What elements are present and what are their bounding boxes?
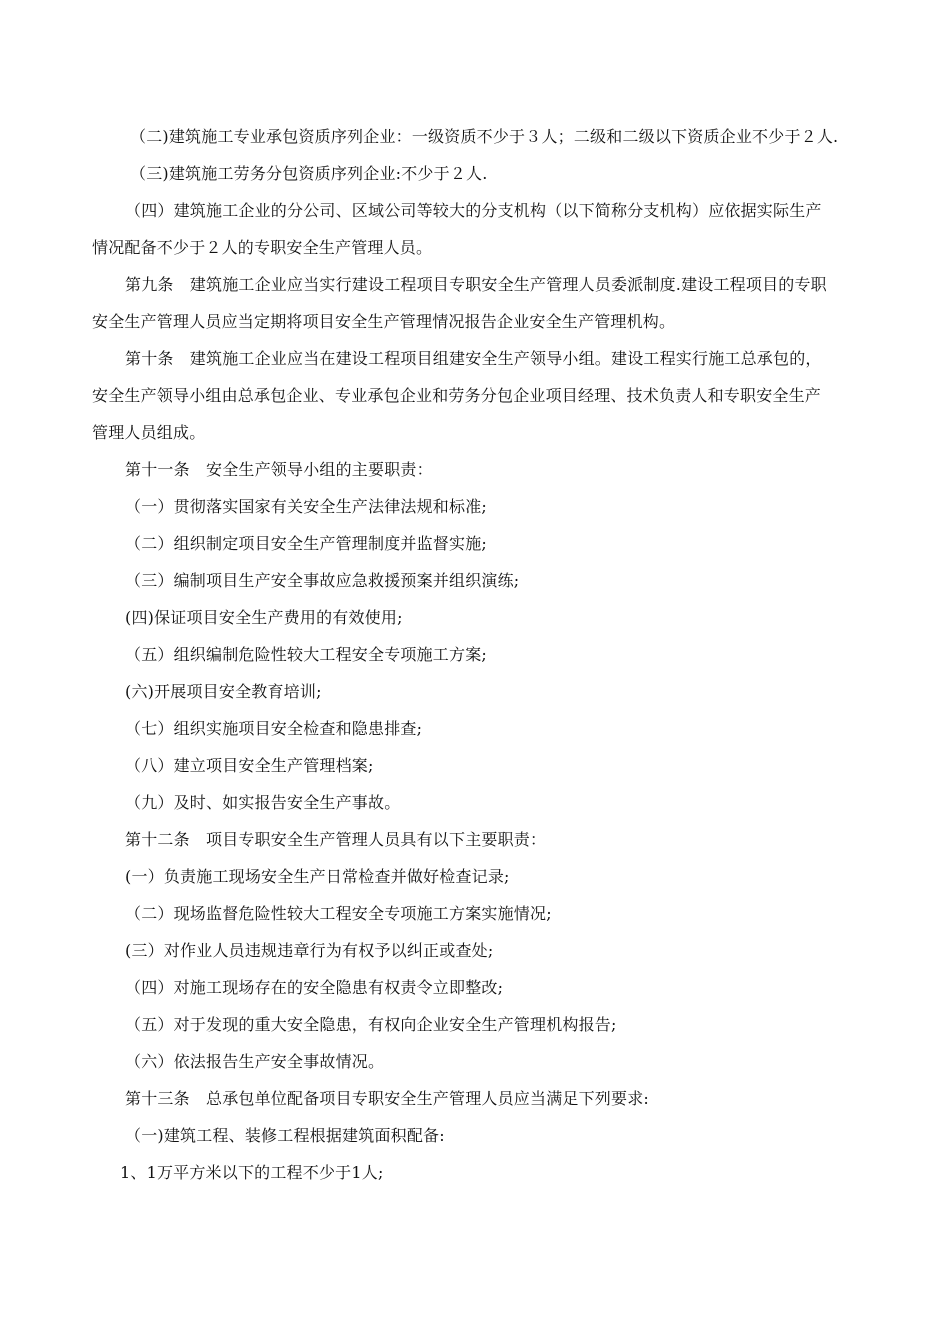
clause-11-item-2: （二）组织制定项目安全生产管理制度并监督实施; — [125, 534, 487, 553]
clause-12-item-2: （二）现场监督危险性较大工程安全专项施工方案实施情况; — [125, 904, 552, 923]
clause-13-item-1: （一)建筑工程、装修工程根据建筑面积配备: — [125, 1126, 445, 1145]
clause-12-item-3: (三）对作业人员违规违章行为有权予以纠正或查处; — [125, 941, 494, 960]
clause-11-item-4: (四)保证项目安全生产费用的有效使用; — [125, 608, 403, 627]
clause-11-item-5: （五）组织编制危险性较大工程安全专项施工方案; — [125, 645, 487, 664]
clause-12-item-5: （五）对于发现的重大安全隐患，有权向企业安全生产管理机构报告; — [125, 1015, 617, 1034]
clause-10-line-2: 安全生产领导小组由总承包企业、专业承包企业和劳务分包企业项目经理、技术负责人和专职安全生产 — [92, 386, 822, 405]
clause-12-item-6: （六）依法报告生产安全事故情况。 — [125, 1052, 385, 1071]
clause-11-item-7: （七）组织实施项目安全检查和隐患排查; — [125, 719, 423, 738]
clause-11-heading: 第十一条 安全生产领导小组的主要职责： — [125, 460, 433, 479]
clause-13-item-1-sub-1: 1、1万平方米以下的工程不少于1人; — [120, 1163, 384, 1182]
clause-12-item-4: （四）对施工现场存在的安全隐患有权责令立即整改; — [125, 978, 504, 997]
clause-10-line-3: 管理人员组成。 — [92, 423, 206, 442]
clause-12-item-1: (一）负责施工现场安全生产日常检查并做好检查记录; — [125, 867, 510, 886]
clause-11-item-1: （一）贯彻落实国家有关安全生产法律法规和标准; — [125, 497, 487, 516]
clause-9-line-2: 安全生产管理人员应当定期将项目安全生产管理情况报告企业安全生产管理机构。 — [92, 312, 676, 331]
clause-11-item-3: （三）编制项目生产安全事故应急救援预案并组织演练; — [125, 571, 520, 590]
clause-8-item-2: （二)建筑施工专业承包资质序列企业：一级资质不少于３人；二级和二级以下资质企业不少于２人. — [130, 127, 839, 146]
clause-11-item-9: （九）及时、如实报告安全生产事故。 — [125, 793, 401, 812]
clause-8-item-4-line-1: （四）建筑施工企业的分公司、区域公司等较大的分支机构（以下简称分支机构）应依据实际生产 — [125, 201, 822, 220]
clause-13-heading: 第十三条 总承包单位配备项目专职安全生产管理人员应当满足下列要求: — [125, 1089, 649, 1108]
clause-8-item-4-line-2: 情况配备不少于２人的专职安全生产管理人员。 — [92, 238, 433, 257]
clause-9-line-1: 第九条 建筑施工企业应当实行建设工程项目专职安全生产管理人员委派制度.建设工程项目的专职 — [125, 275, 827, 294]
clause-8-item-3: （三)建筑施工劳务分包资质序列企业:不少于２人. — [130, 164, 488, 183]
clause-11-item-8: （八）建立项目安全生产管理档案; — [125, 756, 374, 775]
clause-11-item-6: (六)开展项目安全教育培训; — [125, 682, 322, 701]
clause-12-heading: 第十二条 项目专职安全生产管理人员具有以下主要职责： — [125, 830, 547, 849]
clause-10-line-1: 第十条 建筑施工企业应当在建设工程项目组建安全生产领导小组。建设工程实行施工总承包的， — [125, 349, 822, 368]
